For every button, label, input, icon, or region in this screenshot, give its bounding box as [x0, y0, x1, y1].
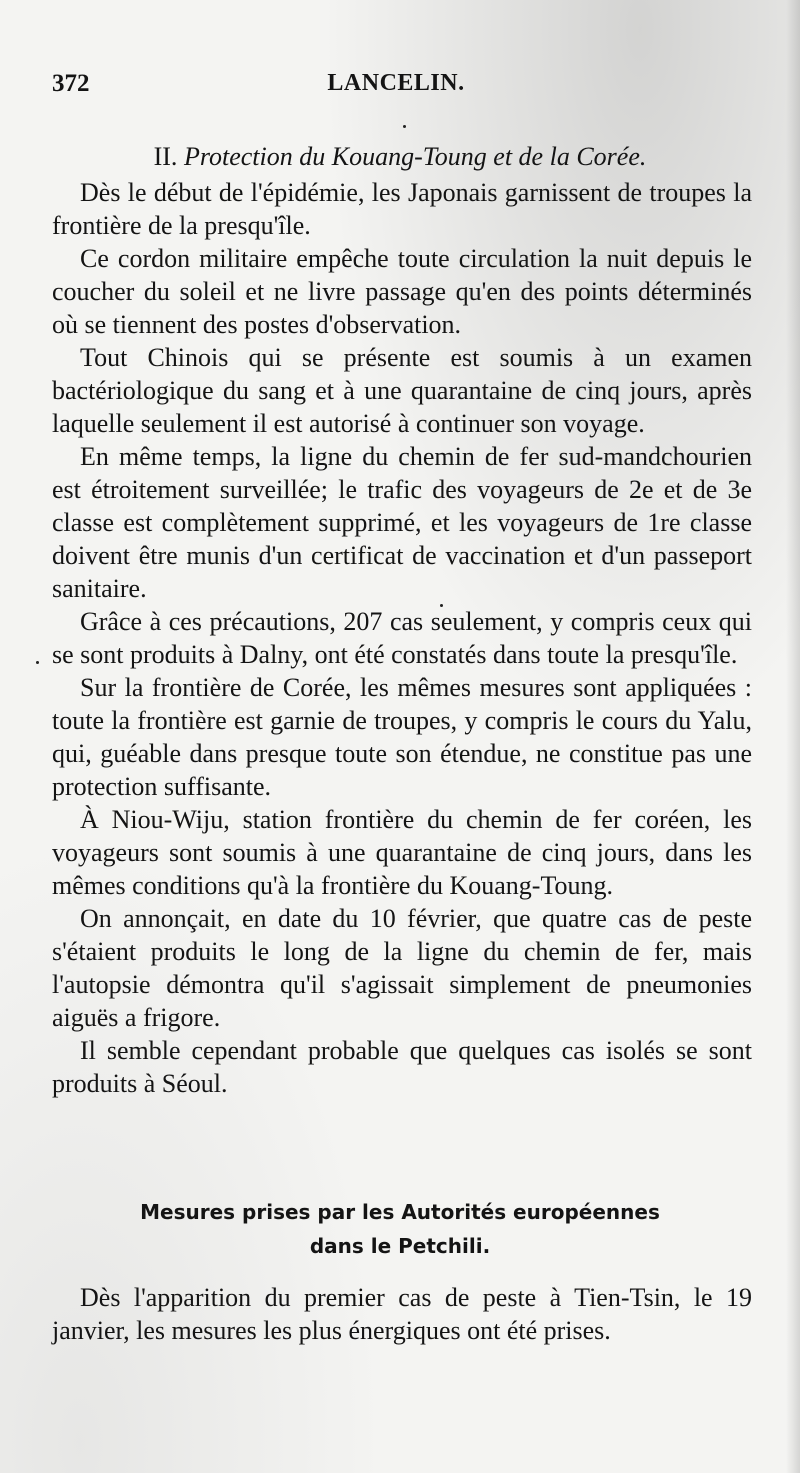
print-speck — [440, 604, 443, 607]
body-text — [52, 176, 752, 1100]
subsection-heading-line: dans le Petchili. — [309, 1234, 491, 1258]
section-title-text: Protection du Kouang-Toung et de la Corée. — [183, 142, 647, 171]
paragraph: Sur la frontière de Corée, les mêmes mesures sont appliquées : toute la frontière est garnie de troupes, y compris le cours du Yalu, qui, guéable dans presque toute son étendue, ne constitue pas une protection suffisante. — [52, 673, 752, 801]
print-speck — [36, 661, 39, 664]
body-text-continued — [52, 1281, 752, 1347]
paragraph: Tout Chinois qui se présente est soumis à un examen bactériologique du sang et à une quarantaine de cinq jours, après laquelle seulement il est autorisé à continuer son voyage. — [52, 343, 752, 438]
print-speck — [403, 125, 406, 128]
page-edge-shadow — [786, 0, 800, 1473]
paragraph: Ce cordon militaire empêche toute circulation la nuit depuis le coucher du soleil et ne livre passage qu'en des points déterminés où se tiennent des postes d'observation. — [52, 244, 752, 339]
paragraph: En même temps, la ligne du chemin de fer sud-mandchourien est étroitement surveillée; le trafic des voyageurs de 2e et de 3e classe est complètement supprimé, et les voyageurs de 1re classe doivent être munis d'un certificat de vaccination et d'un passeport sanitaire. — [52, 442, 752, 603]
paragraph: Dès l'apparition du premier cas de peste à Tien-Tsin, le 19 janvier, les mesures les plus énergiques ont été prises. — [52, 1283, 752, 1345]
subsection-heading-line: Mesures prises par les Autorités européennes — [140, 1200, 660, 1224]
paragraph: Il semble cependant probable que quelques cas isolés se sont produits à Séoul. — [52, 1036, 752, 1098]
page-header — [52, 70, 740, 104]
section-title — [52, 142, 748, 172]
subsection-heading — [52, 1195, 748, 1263]
running-head: LANCELIN. — [327, 70, 465, 96]
paragraph: À Niou-Wiju, station frontière du chemin de fer coréen, les voyageurs sont soumis à une quarantaine de cinq jours, dans les mêmes conditions qu'à la frontière du Kouang-Toung. — [52, 805, 752, 900]
paragraph: Grâce à ces précautions, 207 cas seulement, y compris ceux qui se sont produits à Dalny, ont été constatés dans toute la presqu'île. — [52, 607, 752, 669]
page-number: 372 — [52, 70, 90, 97]
section-number: II. — [153, 142, 178, 171]
paragraph: On annonçait, en date du 10 février, que quatre cas de peste s'étaient produits le long de la ligne du chemin de fer, mais l'autopsie démontra qu'il s'agissait simplement de pneumonies aiguës a frigore. — [52, 904, 752, 1032]
paragraph: Dès le début de l'épidémie, les Japonais garnissent de troupes la frontière de la presqu'île. — [52, 178, 752, 240]
